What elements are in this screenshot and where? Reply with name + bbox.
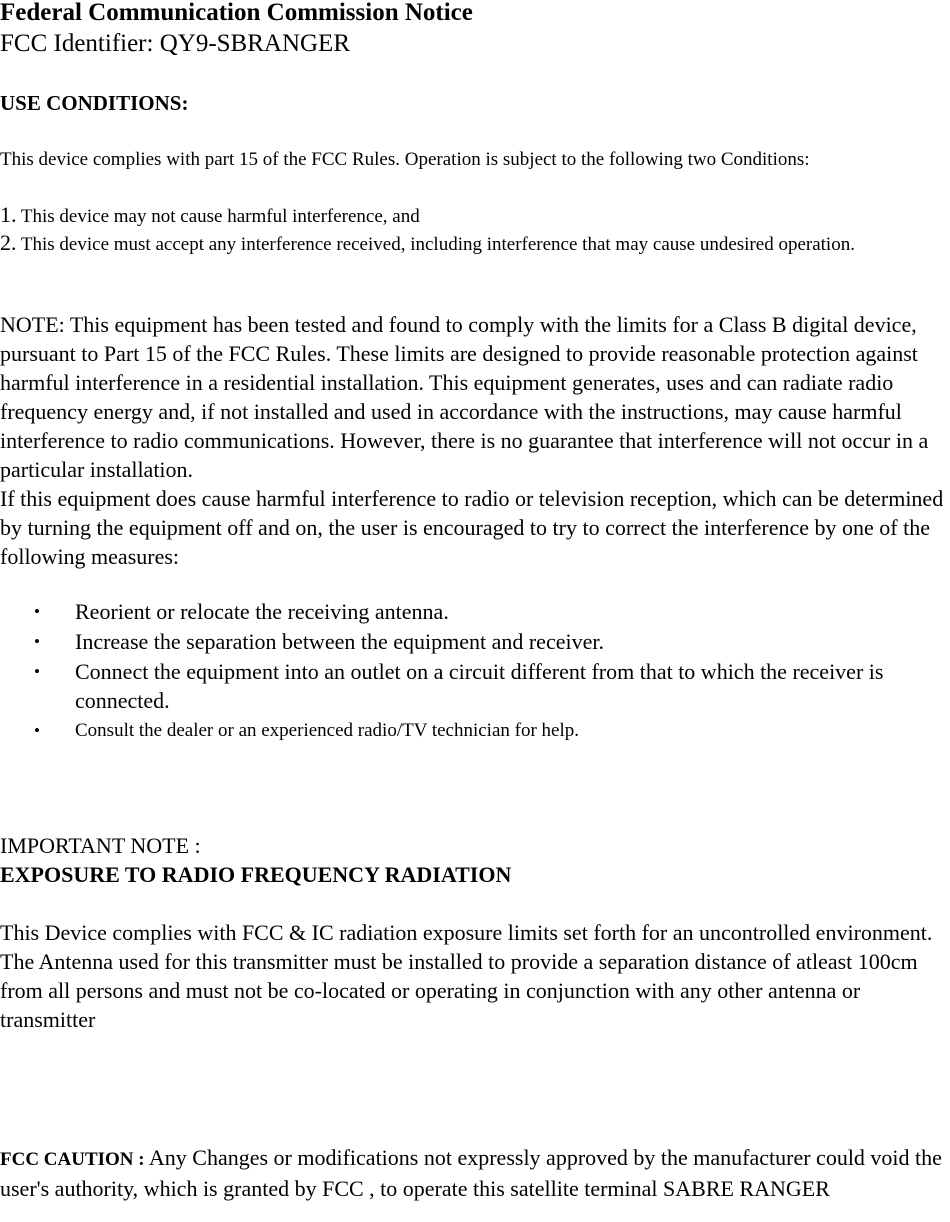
fcc-identifier: FCC Identifier: QY9-SBRANGER [0, 30, 350, 57]
note-paragraph-2: If this equipment does cause harmful interference to radio or television reception, which can be determined by turning the equipment off and on, the user is encouraged to try to correct the interference by one of the following measures: [0, 486, 944, 569]
bullet-icon: • [34, 632, 40, 651]
caution-label: FCC CAUTION : [0, 1149, 145, 1170]
important-note-label: IMPORTANT NOTE : [0, 833, 201, 858]
list-item [0, 597, 950, 626]
condition-item [0, 201, 950, 230]
bullet-icon: • [34, 602, 40, 621]
note-paragraph: NOTE: This equipment has been tested and found to comply with the limits for a Class B digital device, pursuant to Part 15 of the FCC Rules. These limits are designed to provide reasonable protection against harmful interference in a residential installation. This equipment generates, uses and can radiate radio frequency energy and, if not installed and used in accordance with the instructions, may cause harmful interference to radio communications. However, there is no guarantee that interference will not occur in a particular installation. [0, 312, 929, 482]
condition-item [0, 229, 950, 258]
measure-text: Increase the separation between the equipment and receiver. [75, 629, 604, 654]
condition-text: This device must accept any interference received, including interference that may cause undesired operation. [16, 234, 855, 255]
list-item [0, 627, 950, 656]
measures-list [0, 597, 950, 746]
condition-number: 1. [0, 202, 17, 227]
measure-text: Connect the equipment into an outlet on a circuit different from that to which the receiver is connected. [75, 659, 884, 713]
note-section [0, 310, 950, 571]
page-title: Federal Communication Commission Notice [0, 0, 473, 26]
condition-text: This device may not cause harmful interference, and [16, 206, 420, 227]
list-item [0, 657, 950, 715]
exposure-heading: EXPOSURE TO RADIO FREQUENCY RADIATION [0, 862, 512, 887]
measure-text: Reorient or relocate the receiving antenna. [75, 599, 449, 624]
exposure-paragraph: This Device complies with FCC & IC radiation exposure limits set forth for an uncontrolled environment. The Antenna used for this transmitter must be installed to provide a separation distance of atleast 100cm from all persons and must not be co-located or operating in conjunction with any other antenna or transmitter [0, 920, 933, 1032]
measure-text: Consult the dealer or an experienced radio/TV technician for help. [75, 720, 580, 741]
list-item [0, 716, 950, 745]
fcc-caution [0, 1143, 950, 1203]
use-conditions-heading: USE CONDITIONS: [0, 91, 189, 115]
condition-number: 2. [0, 230, 17, 255]
use-conditions-intro: This device complies with part 15 of the FCC Rules. Operation is subject to the following two Conditions: [0, 149, 810, 170]
bullet-icon: • [34, 662, 40, 681]
bullet-icon: • [34, 721, 40, 740]
caution-text: Any Changes or modifications not expressly approved by the manufacturer could void the user's authority, which is granted by FCC , to operate this satellite terminal SABRE RANGER [0, 1145, 942, 1201]
